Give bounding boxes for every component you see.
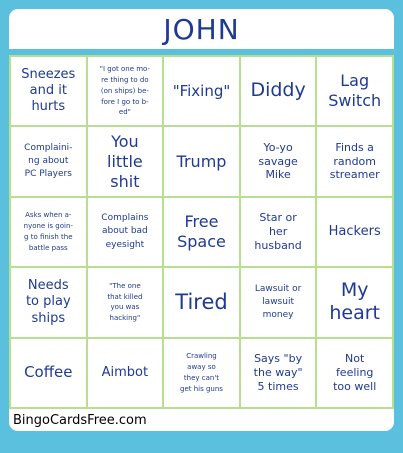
bingo-cell[interactable]: Aimbot bbox=[88, 339, 163, 407]
bingo-cell[interactable]: Trump bbox=[164, 127, 239, 195]
free-space-cell[interactable]: Free Space bbox=[164, 198, 239, 266]
bingo-cell[interactable]: Complaini- ng about PC Players bbox=[11, 127, 86, 195]
bingo-cell[interactable]: Sneezes and it hurts bbox=[11, 57, 86, 125]
footer-credit: BingoCardsFree.com bbox=[9, 409, 394, 431]
bingo-cell[interactable]: Tired bbox=[164, 268, 239, 336]
bingo-cell[interactable]: "The one that killed you was hacking" bbox=[88, 268, 163, 336]
bingo-cell[interactable]: Lag Switch bbox=[317, 57, 392, 125]
bingo-cell[interactable]: My heart bbox=[317, 268, 392, 336]
bingo-cell[interactable]: Star or her husband bbox=[241, 198, 316, 266]
bingo-cell[interactable]: Finds a random streamer bbox=[317, 127, 392, 195]
bingo-cell[interactable]: You little shit bbox=[88, 127, 163, 195]
bingo-cell[interactable]: Asks when a- nyone is goin- g to finish the battle pass bbox=[11, 198, 86, 266]
bingo-cell[interactable]: Not feeling too well bbox=[317, 339, 392, 407]
bingo-cell[interactable]: Crawling away so they can't get his guns bbox=[164, 339, 239, 407]
bingo-cell[interactable]: "Fixing" bbox=[164, 57, 239, 125]
bingo-cell[interactable]: Lawsuit or lawsuit money bbox=[241, 268, 316, 336]
bingo-cell[interactable]: Coffee bbox=[11, 339, 86, 407]
bingo-cell[interactable]: Says "by the way" 5 times bbox=[241, 339, 316, 407]
bingo-board bbox=[9, 55, 394, 409]
bingo-cell[interactable]: "I got one mo- re thing to do (on ships) be- fore I go to b- ed" bbox=[88, 57, 163, 125]
bingo-cell[interactable]: Hackers bbox=[317, 198, 392, 266]
bingo-cell[interactable]: Complains about bad eyesight bbox=[88, 198, 163, 266]
card-title: JOHN bbox=[9, 9, 394, 49]
bingo-cell[interactable]: Needs to play ships bbox=[11, 268, 86, 336]
bingo-cell[interactable]: Yo-yo savage Mike bbox=[241, 127, 316, 195]
bingo-cell[interactable]: Diddy bbox=[241, 57, 316, 125]
